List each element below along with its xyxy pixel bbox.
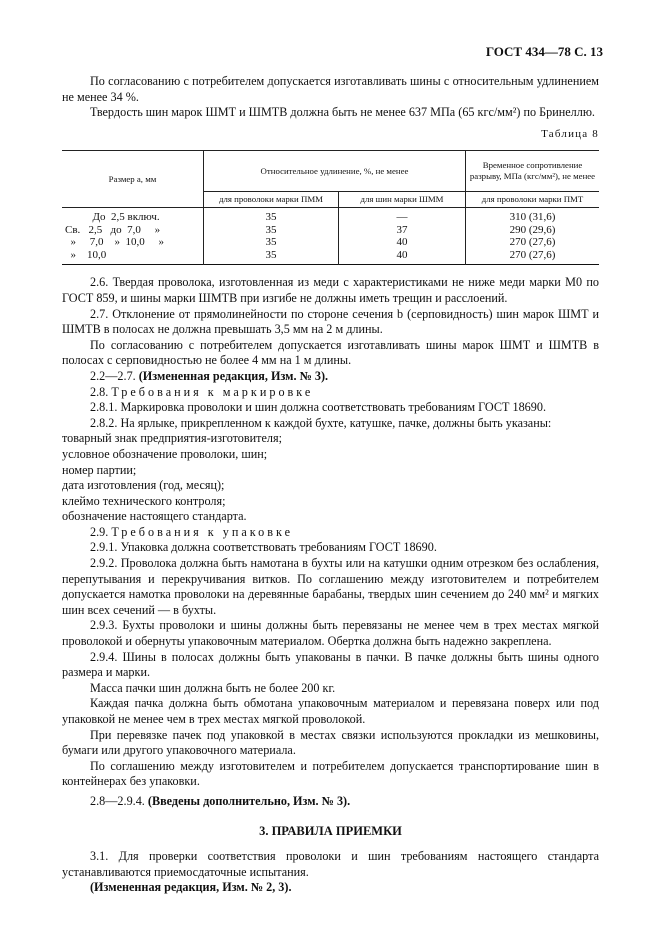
cell-shmm: 37	[339, 224, 466, 237]
heading-2-8	[62, 385, 599, 401]
paragraph-2-9-4: 2.9.4. Шины в полосах должны быть упакованы в пачки. В пачке должны быть шины одного размера и марки.	[62, 649, 599, 680]
cell-pmm: 35	[204, 249, 339, 265]
heading-title: Требования к упаковке	[111, 524, 293, 539]
paragraph-2-8-1: 2.8.1. Маркировка проволоки и шин должна соответствовать требованиям ГОСТ 18690.	[90, 400, 546, 415]
cell-pmt: 310 (31,6)	[466, 208, 600, 224]
table-caption: Таблица 8	[541, 127, 599, 140]
paragraph: По соглашению между изготовителем и потребителем допускается транспортирование шин в контейнерах без упаковки.	[62, 758, 599, 789]
list-item: дата изготовления (год, месяц);	[62, 478, 225, 493]
cell-size: » 7,0 » 10,0 »	[62, 236, 204, 249]
heading-title: Требования к маркировке	[111, 384, 314, 399]
amendment-text: (Введены дополнительно, Изм. № 3).	[147, 793, 351, 808]
table-8	[62, 150, 599, 265]
heading-number: 2.8.	[90, 384, 109, 399]
cell-size: До 2,5 включ.	[62, 208, 204, 224]
amendment-number: 2.2—2.7.	[90, 368, 136, 383]
col-elongation-header: Относительное удлинение, %, не менее	[204, 151, 466, 192]
section-heading: 3. ПРАВИЛА ПРИЕМКИ	[259, 823, 402, 838]
cell-shmm: 40	[339, 236, 466, 249]
table-row	[62, 236, 599, 249]
paragraph-2-6: 2.6. Твердая проволока, изготовленная из меди с характеристиками не ниже меди марки М0 по ГОСТ 859, и шины марки ШМТВ при изгибе не должны иметь трещин и расслоений.	[62, 275, 599, 305]
amendment-note	[62, 794, 599, 810]
list-item: условное обозначение проволоки, шин;	[62, 446, 268, 461]
paragraph-2-9-1: 2.9.1. Упаковка должна соответствовать требованиям ГОСТ 18690.	[90, 540, 437, 555]
heading-number: 2.9.	[90, 524, 109, 539]
cell-shmm: —	[339, 208, 466, 224]
paragraph-3-1: 3.1. Для проверки соответствия проволоки и шин требованиям настоящего стандарта устанавливаются приемосдаточные испытания.	[62, 849, 599, 879]
amendment-note: (Измененная редакция, Изм. № 2, 3).	[90, 880, 292, 895]
list-item: товарный знак предприятия-изготовителя;	[62, 431, 282, 446]
list-item: обозначение настоящего стандарта.	[62, 509, 247, 524]
paragraph: По согласованию с потребителем допускается изготавливать шины марок ШМТ и ШМТВ в полосах с серповидностью не более 4 мм на 1 м длины.	[62, 337, 599, 368]
document-body	[62, 74, 599, 896]
col-pmm-header: для проволоки марки ПММ	[204, 192, 339, 208]
paragraph: По согласованию с потребителем допускается изготавливать шины с относительным удлинением не менее 34 %.	[62, 74, 599, 104]
col-pmt-header: для проволоки марки ПМТ	[466, 192, 600, 208]
page-header: ГОСТ 434—78 С. 13	[485, 44, 603, 59]
cell-pmm: 35	[204, 208, 339, 224]
col-strength-header: Временное сопротивление разрыву, МПа (кгс/мм²), не менее	[466, 151, 600, 192]
paragraph-2-9-3: 2.9.3. Бухты проволоки и шины должны быть перевязаны не менее чем в трех местах мягкой проволокой и обернуты упаковочным материалом. Обертка должна быть надежно закреплена.	[62, 618, 599, 649]
amendment-note	[62, 369, 599, 385]
paragraph: Каждая пачка должна быть обмотана упаковочным материалом и перевязана поверх или под упаковкой не менее чем в трех местах мягкой проволокой.	[62, 696, 599, 726]
paragraph-2-7: 2.7. Отклонение от прямолинейности по стороне сечения b (серповидность) шин марок ШМТ и ШМТВ в полосах не должна превышать 3,5 мм на 2 м длины.	[62, 306, 599, 337]
paragraph: Твердость шин марок ШМТ и ШМТВ должна быть не менее 637 МПа (65 кгс/мм²) по Бринеллю.	[90, 105, 595, 120]
cell-pmt: 270 (27,6)	[466, 249, 600, 265]
table-row	[62, 249, 599, 265]
cell-pmm: 35	[204, 236, 339, 249]
paragraph: При перевязке пачек под упаковкой в местах связки используются прокладки из мешковины, бумаги или другого упаковочного материала.	[62, 727, 599, 758]
table-row	[62, 208, 599, 224]
paragraph-2-8-2: 2.8.2. На ярлыке, прикрепленном к каждой бухте, катушке, пачке, должны быть указаны:	[90, 415, 552, 430]
cell-pmt: 270 (27,6)	[466, 236, 600, 249]
paragraph: Масса пачки шин должна быть не более 200 кг.	[90, 680, 336, 695]
list-item: номер партии;	[62, 462, 137, 477]
col-size-header: Размер а, мм	[62, 151, 204, 208]
amendment-text: (Измененная редакция, Изм. № 3).	[138, 368, 329, 383]
cell-shmm: 40	[339, 249, 466, 265]
col-shmm-header: для шин марки ШММ	[339, 192, 466, 208]
amendment-number: 2.8—2.9.4.	[90, 793, 145, 808]
cell-size: » 10,0	[62, 249, 204, 265]
cell-size: Св. 2,5 до 7,0 »	[62, 224, 204, 237]
cell-pmm: 35	[204, 224, 339, 237]
cell-pmt: 290 (29,6)	[466, 224, 600, 237]
table-row	[62, 224, 599, 237]
list-item: клеймо технического контроля;	[62, 493, 226, 508]
paragraph-2-9-2: 2.9.2. Проволока должна быть намотана в бухты или на катушки одним отрезком без ослабления, перепутывания и перекручивания витков. По соглашению между изготовителем и потребителем допускается намотка проволоки на деревянные барабаны, твердых шин сечением до 240 мм² и мягких шин всех сечений — в бухты.	[62, 556, 599, 617]
heading-2-9	[62, 525, 599, 541]
